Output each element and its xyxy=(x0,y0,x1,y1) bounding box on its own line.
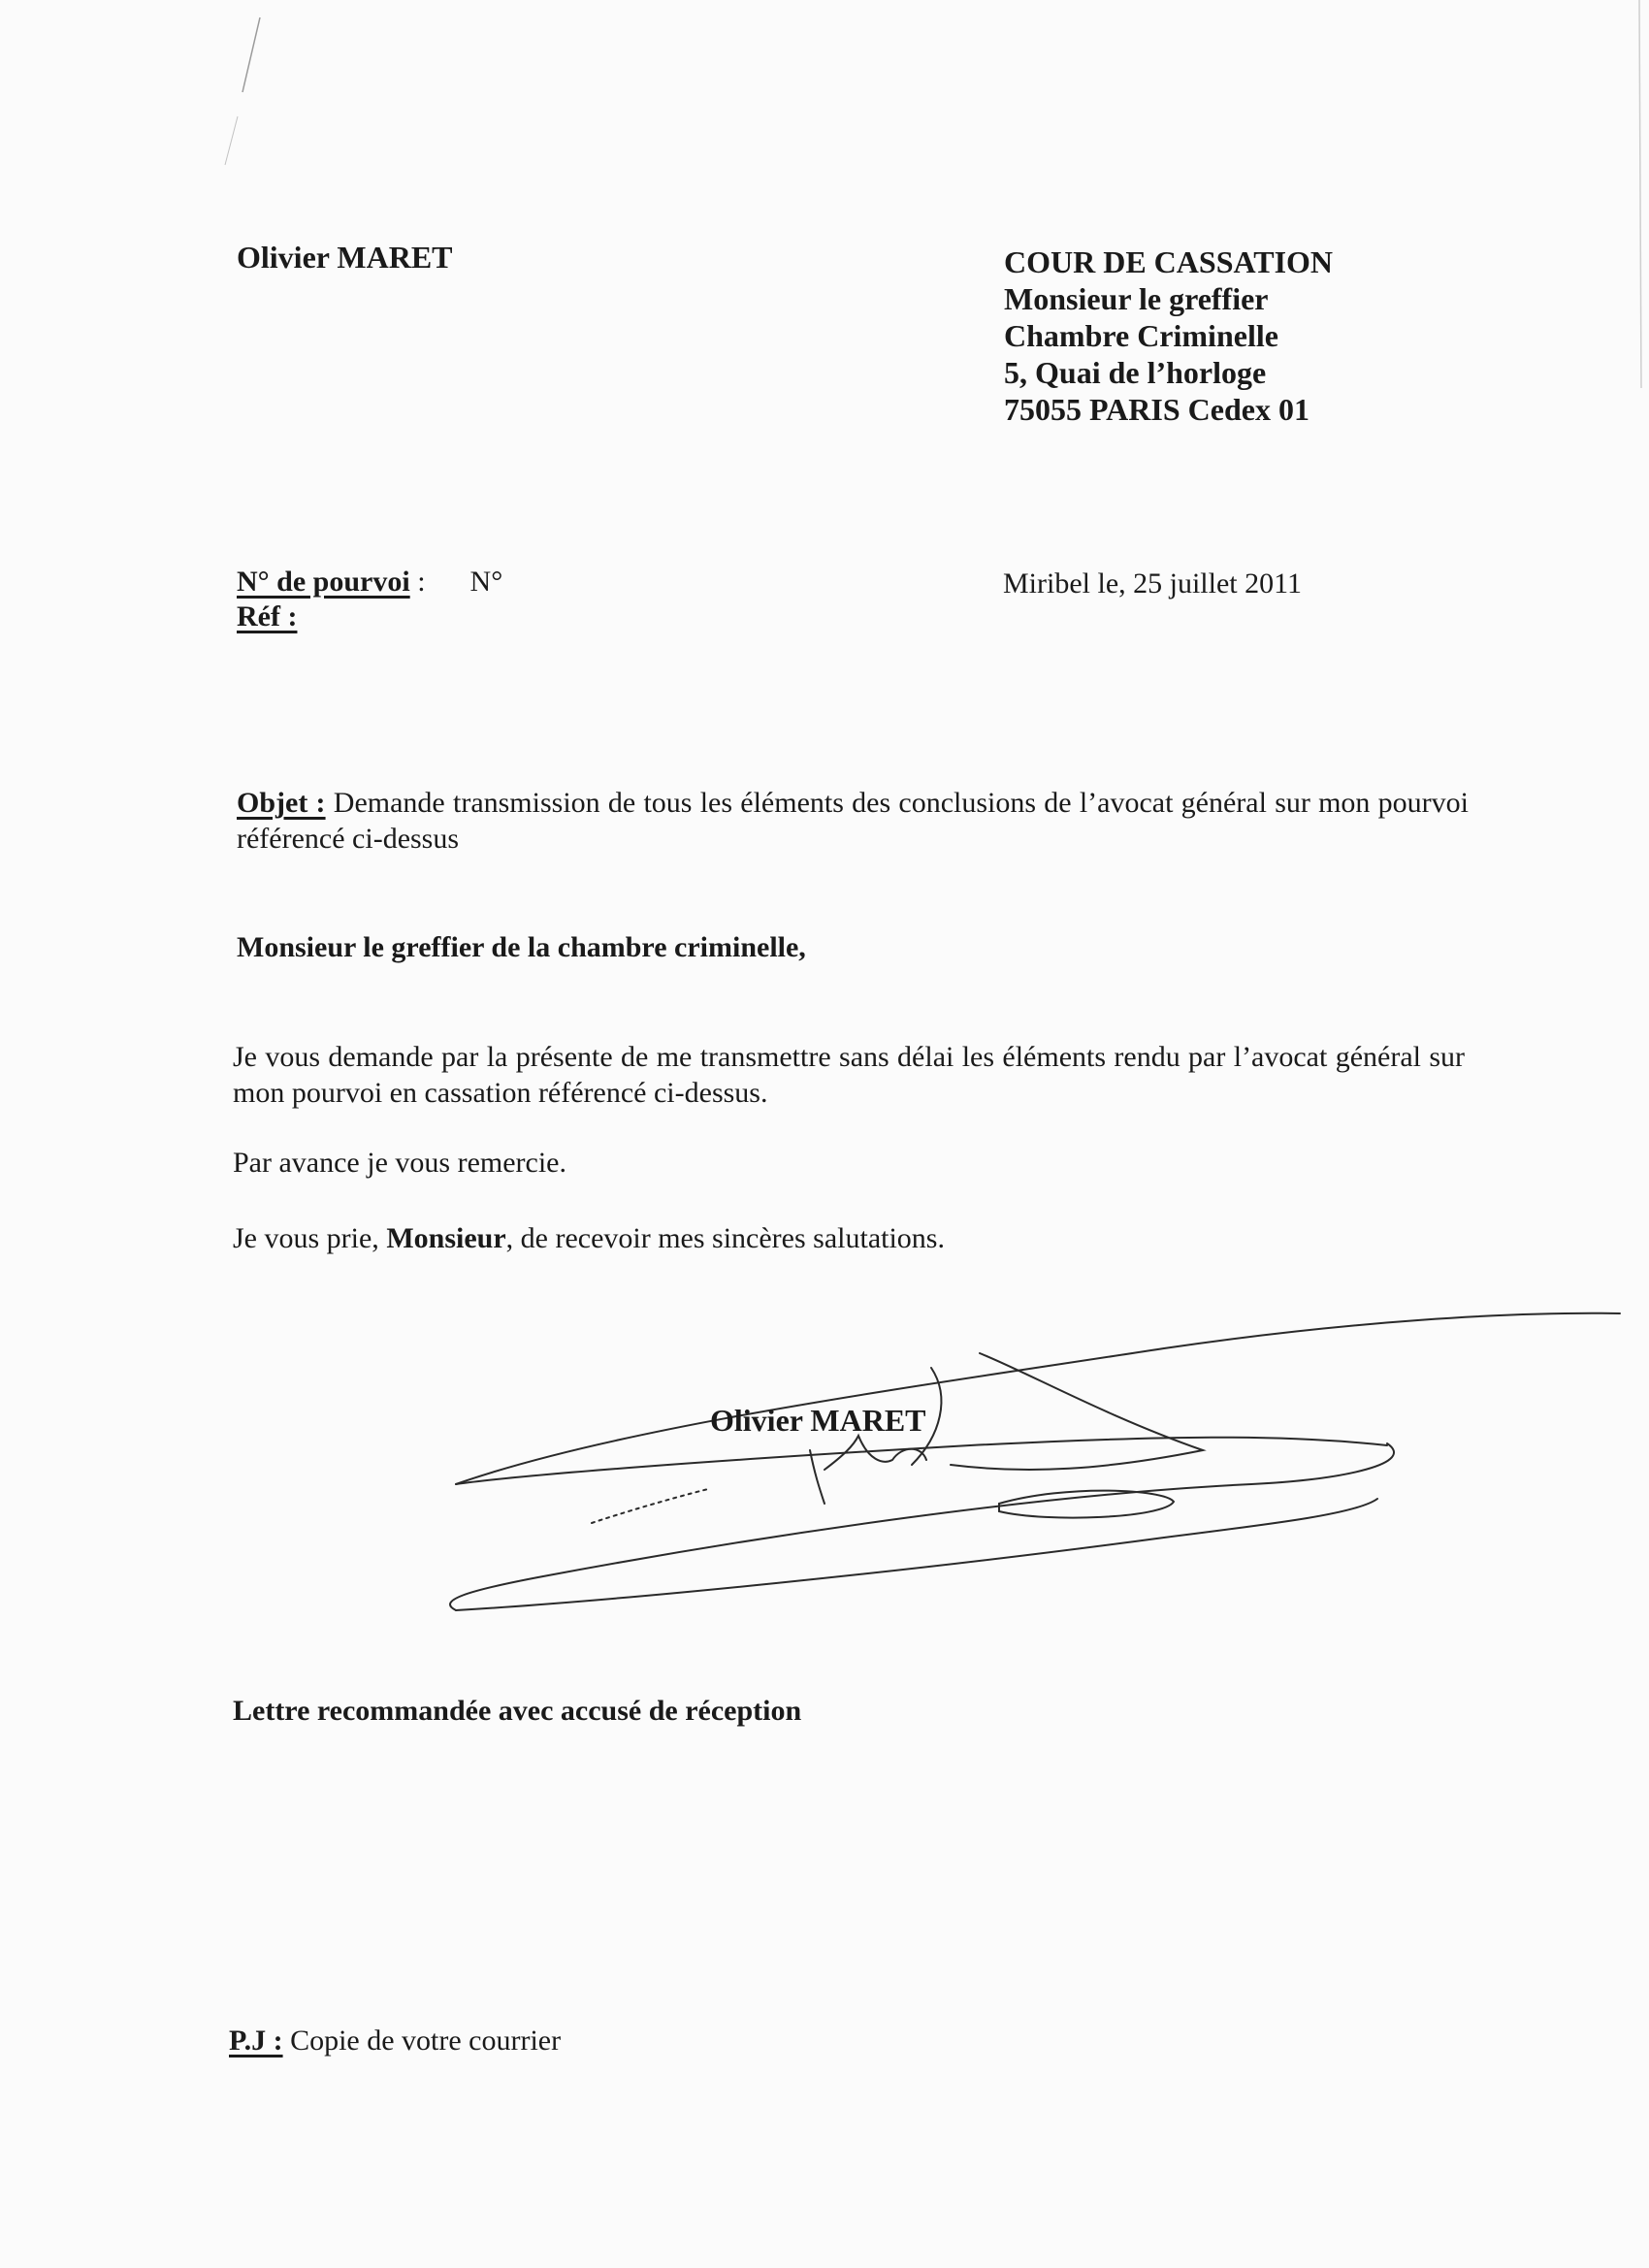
thanks-line: Par avance je vous remercie. xyxy=(233,1147,566,1179)
recipient-line: 75055 PARIS Cedex 01 xyxy=(1004,392,1310,427)
closing-before: Je vous prie, xyxy=(233,1222,387,1254)
objet-label: Objet : xyxy=(237,787,326,819)
pourvoi-value: N° xyxy=(469,566,503,598)
attachment-text: Copie de votre courrier xyxy=(282,2025,562,2057)
closing-line xyxy=(233,1222,945,1255)
salutation: Monsieur le greffier de la chambre criminelle, xyxy=(237,931,806,963)
signature-name: Olivier MARET xyxy=(710,1403,926,1438)
reference-block xyxy=(237,565,502,634)
recipient-line: 5, Quai de l’horloge xyxy=(1004,355,1267,390)
recipient-line: Monsieur le greffier xyxy=(1004,281,1269,316)
attachment-label: P.J : xyxy=(229,2025,283,2057)
objet-paragraph xyxy=(237,785,1469,857)
recipient-address xyxy=(1004,243,1333,428)
scan-artifact-top-left xyxy=(0,0,1649,388)
recipient-line: COUR DE CASSATION xyxy=(1004,244,1334,279)
ref-row xyxy=(237,599,502,634)
closing-after: , de recevoir mes sincères salutations. xyxy=(505,1222,945,1254)
pourvoi-label: N° de pourvoi xyxy=(237,566,410,598)
objet-text: Demande transmission de tous les éléments des conclusions de l’avocat général sur mon pourvoi référencé ci-dessus xyxy=(237,787,1469,855)
body-paragraph: Je vous demande par la présente de me transmettre sans délai les éléments rendu par l’avocat général sur mon pourvoi en cassation référencé ci-dessus. xyxy=(233,1041,1465,1109)
sender-name: Olivier MARET xyxy=(237,240,453,275)
handwritten-signature xyxy=(427,1280,1639,1630)
recipient-line: Chambre Criminelle xyxy=(1004,318,1278,353)
place-date: Miribel le, 25 juillet 2011 xyxy=(1003,567,1303,599)
pourvoi-row xyxy=(237,565,502,599)
closing-bold: Monsieur xyxy=(386,1222,506,1254)
ref-label: Réf : xyxy=(237,600,298,632)
pourvoi-separator: : xyxy=(409,566,426,598)
attachment-line xyxy=(229,2025,561,2057)
registered-mail-note: Lettre recommandée avec accusé de réception xyxy=(233,1695,802,1727)
